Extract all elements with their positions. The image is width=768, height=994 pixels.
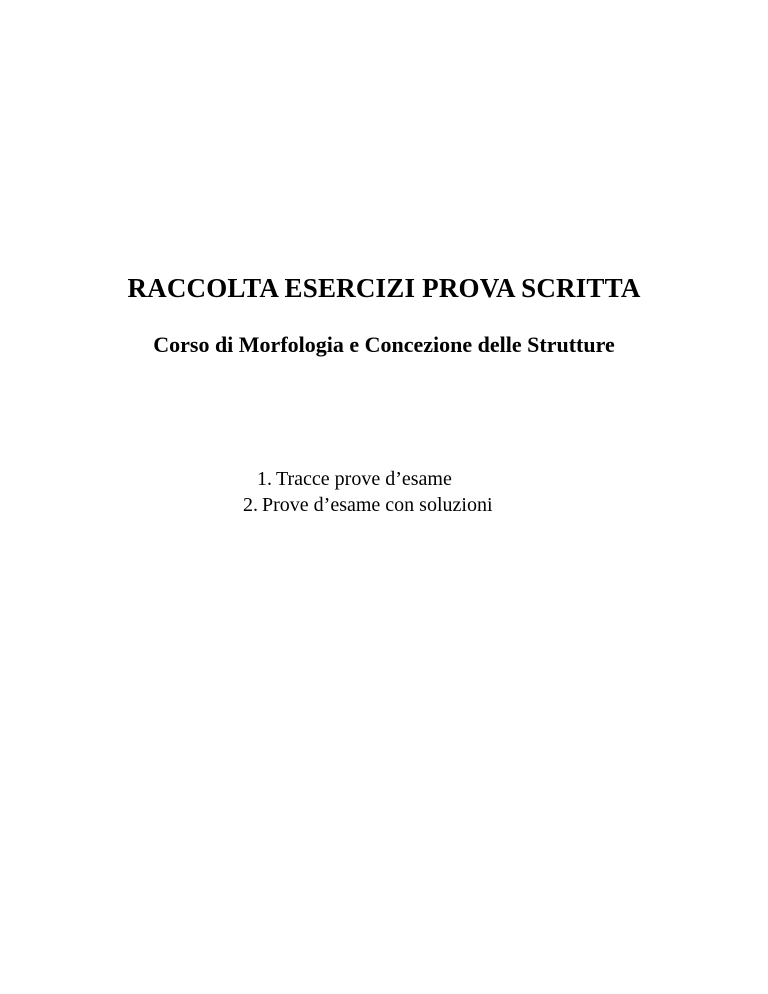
list-item-label: Tracce prove d’esame [276, 468, 452, 490]
document-subtitle: Corso di Morfologia e Concezione delle Strutture [153, 332, 615, 357]
list-item [232, 466, 493, 492]
contents-list [232, 466, 493, 518]
list-item-number: 2. [243, 494, 258, 516]
list-item-label: Prove d’esame con soluzioni [262, 494, 493, 516]
document-title: RACCOLTA ESERCIZI PROVA SCRITTA [127, 273, 641, 303]
list-item-number: 1. [257, 468, 272, 490]
list-item [232, 492, 493, 518]
